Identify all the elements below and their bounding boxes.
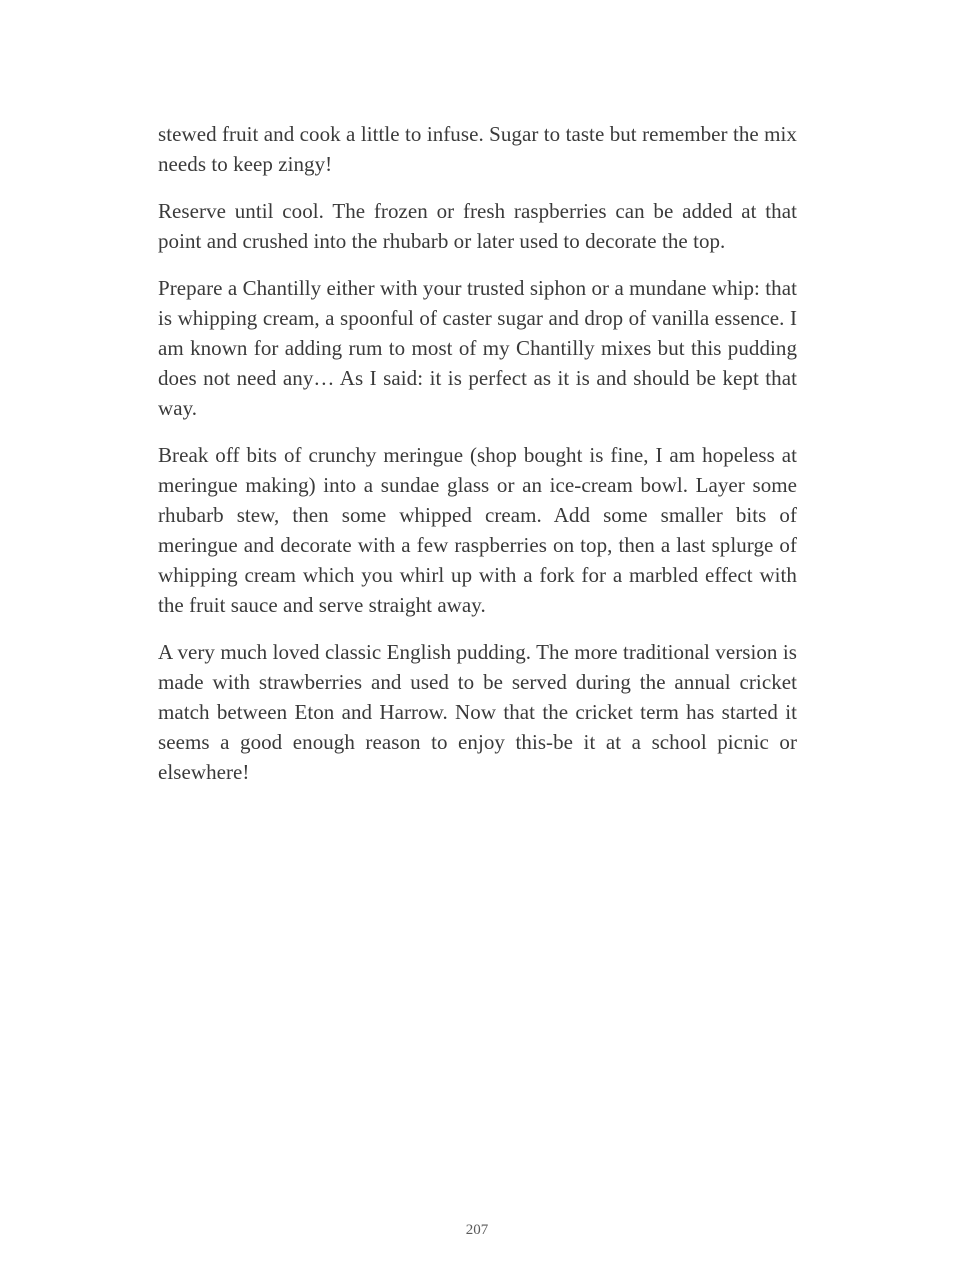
body-text <box>158 119 797 804</box>
page-number: 207 <box>465 1222 489 1238</box>
paragraph-classic-pudding: A very much loved classic English pudding. The more traditional version is made with strawberries and used to be served during the annual cricket match between Eton and Harrow. Now that the cricket term has started it seems a good enough reason to enjoy this-be it at a school picnic or elsewhere! <box>158 640 797 784</box>
paragraph-chantilly: Prepare a Chantilly either with your trusted siphon or a mundane whip: that is whipping cream, a spoonful of caster sugar and drop of vanilla essence. I am known for adding rum to most of my Chantilly mixes but this pudding does not need any… As I said: it is perfect as it is and should be kept that way. <box>158 276 797 420</box>
paragraph-meringue: Break off bits of crunchy meringue (shop bought is fine, I am hopeless at meringue making) into a sundae glass or an ice-cream bowl. Layer some rhubarb stew, then some whipped cream. Add some smaller bits of meringue and decorate with a few raspberries on top, then a last splurge of whipping cream which you whirl up with a fork for a marbled effect with the fruit sauce and serve straight away. <box>158 443 797 617</box>
paragraph-reserve: Reserve until cool. The frozen or fresh raspberries can be added at that point and crushed into the rhubarb or later used to decorate the top. <box>158 199 797 253</box>
paragraph-stewed-fruit: stewed fruit and cook a little to infuse. Sugar to taste but remember the mix needs to keep zingy! <box>158 122 797 176</box>
